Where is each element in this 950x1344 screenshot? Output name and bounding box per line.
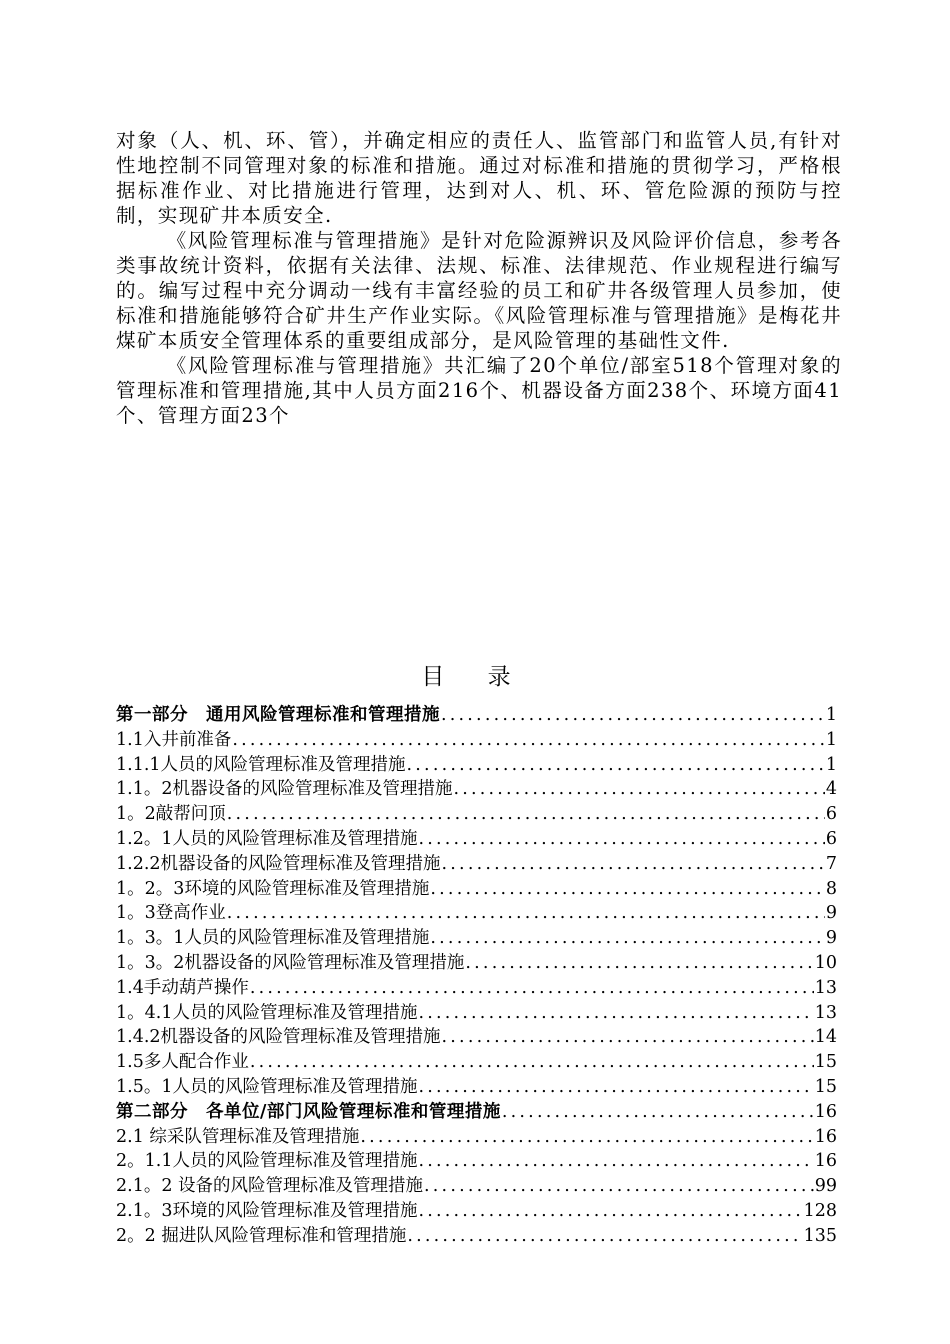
toc-entry[interactable] <box>116 1224 837 1249</box>
toc-leader-dots <box>232 728 825 753</box>
toc-entry[interactable] <box>116 802 837 827</box>
toc-entry-page: 6 <box>825 828 837 849</box>
toc-entry[interactable] <box>116 1174 837 1199</box>
toc-leader-dots <box>430 877 824 902</box>
toc-entry[interactable] <box>116 777 837 802</box>
toc-entry-label: 2。1.1人员的风险管理标准及管理措施 <box>116 1151 418 1172</box>
toc-entry[interactable] <box>116 827 837 852</box>
toc-leader-dots <box>418 827 824 852</box>
toc-leader-dots <box>424 1174 814 1199</box>
toc-entry[interactable] <box>116 1025 837 1050</box>
toc-entry-page: 10 <box>814 952 837 973</box>
toc-entry[interactable] <box>116 1149 837 1174</box>
toc-entry[interactable] <box>116 1199 837 1224</box>
toc-entry-label: 1.5。1人员的风险管理标准及管理措施 <box>116 1076 418 1097</box>
toc-entry-label: 2。2 掘进队风险管理标准和管理措施 <box>116 1225 407 1246</box>
toc-entry-page: 16 <box>814 1101 837 1122</box>
toc-entry-page: 128 <box>803 1200 837 1221</box>
toc-entry-page: 135 <box>803 1225 837 1246</box>
toc-entry-page: 99 <box>814 1176 837 1197</box>
table-of-contents <box>116 703 837 1249</box>
toc-entry[interactable] <box>116 901 837 926</box>
toc-entry-label: 1.4手动葫芦操作 <box>116 977 249 998</box>
toc-entry-label: 1.1.1人员的风险管理标准及管理措施 <box>116 754 406 775</box>
toc-entry-page: 13 <box>814 1002 837 1023</box>
toc-entry-page: 16 <box>814 1126 837 1147</box>
toc-entry-part[interactable] <box>116 703 837 728</box>
toc-entry[interactable] <box>116 753 837 778</box>
toc-title: 目 录 <box>421 664 529 690</box>
toc-entry-page: 15 <box>814 1052 837 1073</box>
toc-entry-label: 2.1 综采队管理标准及管理措施 <box>116 1126 360 1147</box>
toc-entry-label: 1。2。3环境的风险管理标准及管理措施 <box>116 878 430 899</box>
toc-entry[interactable] <box>116 1050 837 1075</box>
toc-entry-label: 1。3。2机器设备的风险管理标准及管理措施 <box>116 952 465 973</box>
toc-entry-label: 1。2敲帮问顶 <box>116 804 226 825</box>
toc-leader-dots <box>502 1100 814 1125</box>
toc-leader-dots <box>227 802 825 827</box>
toc-entry-page: 7 <box>825 853 837 874</box>
toc-entry-page: 8 <box>825 878 837 899</box>
toc-entry-label: 1。3登高作业 <box>116 903 226 924</box>
toc-entry-part[interactable] <box>116 1100 837 1125</box>
toc-entry-label: 1.1。2机器设备的风险管理标准及管理措施 <box>116 779 453 800</box>
toc-entry[interactable] <box>116 877 837 902</box>
toc-entry-page: 16 <box>814 1151 837 1172</box>
toc-leader-dots <box>407 1224 802 1249</box>
toc-entry-label: 1.2.2机器设备的风险管理标准及管理措施 <box>116 853 441 874</box>
toc-entry-page: 14 <box>814 1027 837 1048</box>
intro-paragraph: 对象（人、机、环、管），并确定相应的责任人、监管部门和监管人员,有针对性地控制不同管理对象的标准和措施。通过对标准和措施的贯彻学习，严格根据标准作业、对比措施进行管理，达到对人、机、环、管危险源的预防与控制，实现矿井本质安全. <box>116 129 842 227</box>
toc-leader-dots <box>250 1050 814 1075</box>
toc-entry[interactable] <box>116 976 837 1001</box>
toc-leader-dots <box>430 926 824 951</box>
toc-leader-dots <box>360 1125 813 1150</box>
toc-entry[interactable] <box>116 1001 837 1026</box>
toc-entry-label: 1.2。1人员的风险管理标准及管理措施 <box>116 828 418 849</box>
toc-entry[interactable] <box>116 1125 837 1150</box>
toc-entry-label: 1.4.2机器设备的风险管理标准及管理措施 <box>116 1027 441 1048</box>
toc-entry-page: 4 <box>825 779 837 800</box>
toc-leader-dots <box>227 901 825 926</box>
intro-text <box>116 128 842 428</box>
toc-entry-page: 9 <box>825 903 837 924</box>
toc-leader-dots <box>418 1199 802 1224</box>
toc-entry[interactable] <box>116 926 837 951</box>
toc-leader-dots <box>407 753 825 778</box>
toc-leader-dots <box>441 703 825 728</box>
toc-leader-dots <box>442 1025 814 1050</box>
toc-leader-dots <box>250 976 814 1001</box>
toc-entry-label: 1.1入井前准备 <box>116 729 232 750</box>
toc-entry-page: 1 <box>825 754 837 775</box>
toc-entry-label: 1。4.1人员的风险管理标准及管理措施 <box>116 1002 418 1023</box>
toc-entry-label: 1。3。1人员的风险管理标准及管理措施 <box>116 928 430 949</box>
toc-entry-page: 6 <box>825 804 837 825</box>
intro-paragraph: 《风险管理标准与管理措施》是针对危险源辨识及风险评价信息，参考各类事故统计资料，依据有关法律、法规、标准、法律规范、作业规程进行编写的。编写过程中充分调动一线有丰富经验的员工和矿井各级管理人员参加，使标准和措施能够符合矿井生产作业实际。《风险管理标准与管理措施》是梅花井煤矿本质安全管理体系的重要组成部分，是风险管理的基础性文件. <box>116 229 842 352</box>
intro-paragraph: 《风险管理标准与管理措施》共汇编了20个单位/部室518个管理对象的管理标准和管理措施,其中人员方面216个、机器设备方面238个、环境方面41个、管理方面23个 <box>116 354 842 427</box>
toc-entry-label: 1.5多人配合作业 <box>116 1052 249 1073</box>
toc-entry[interactable] <box>116 951 837 976</box>
toc-entry[interactable] <box>116 852 837 877</box>
toc-entry[interactable] <box>116 728 837 753</box>
toc-entry-label: 2.1。3环境的风险管理标准及管理措施 <box>116 1200 418 1221</box>
toc-entry-label: 第一部分 通用风险管理标准和管理措施 <box>116 705 440 725</box>
toc-entry-page: 15 <box>814 1076 837 1097</box>
toc-leader-dots <box>442 852 825 877</box>
toc-entry-label: 第二部分 各单位/部门风险管理标准和管理措施 <box>116 1101 501 1122</box>
toc-leader-dots <box>418 1075 813 1100</box>
toc-entry-page: 1 <box>825 705 837 725</box>
toc-entry-page: 9 <box>825 928 837 949</box>
toc-leader-dots <box>453 777 824 802</box>
toc-entry-label: 2.1。2 设备的风险管理标准及管理措施 <box>116 1176 424 1197</box>
toc-entry-page: 13 <box>814 977 837 998</box>
toc-leader-dots <box>418 1001 813 1026</box>
toc-leader-dots <box>465 951 813 976</box>
toc-entry[interactable] <box>116 1075 837 1100</box>
toc-entry-page: 1 <box>825 729 837 750</box>
toc-leader-dots <box>418 1149 813 1174</box>
